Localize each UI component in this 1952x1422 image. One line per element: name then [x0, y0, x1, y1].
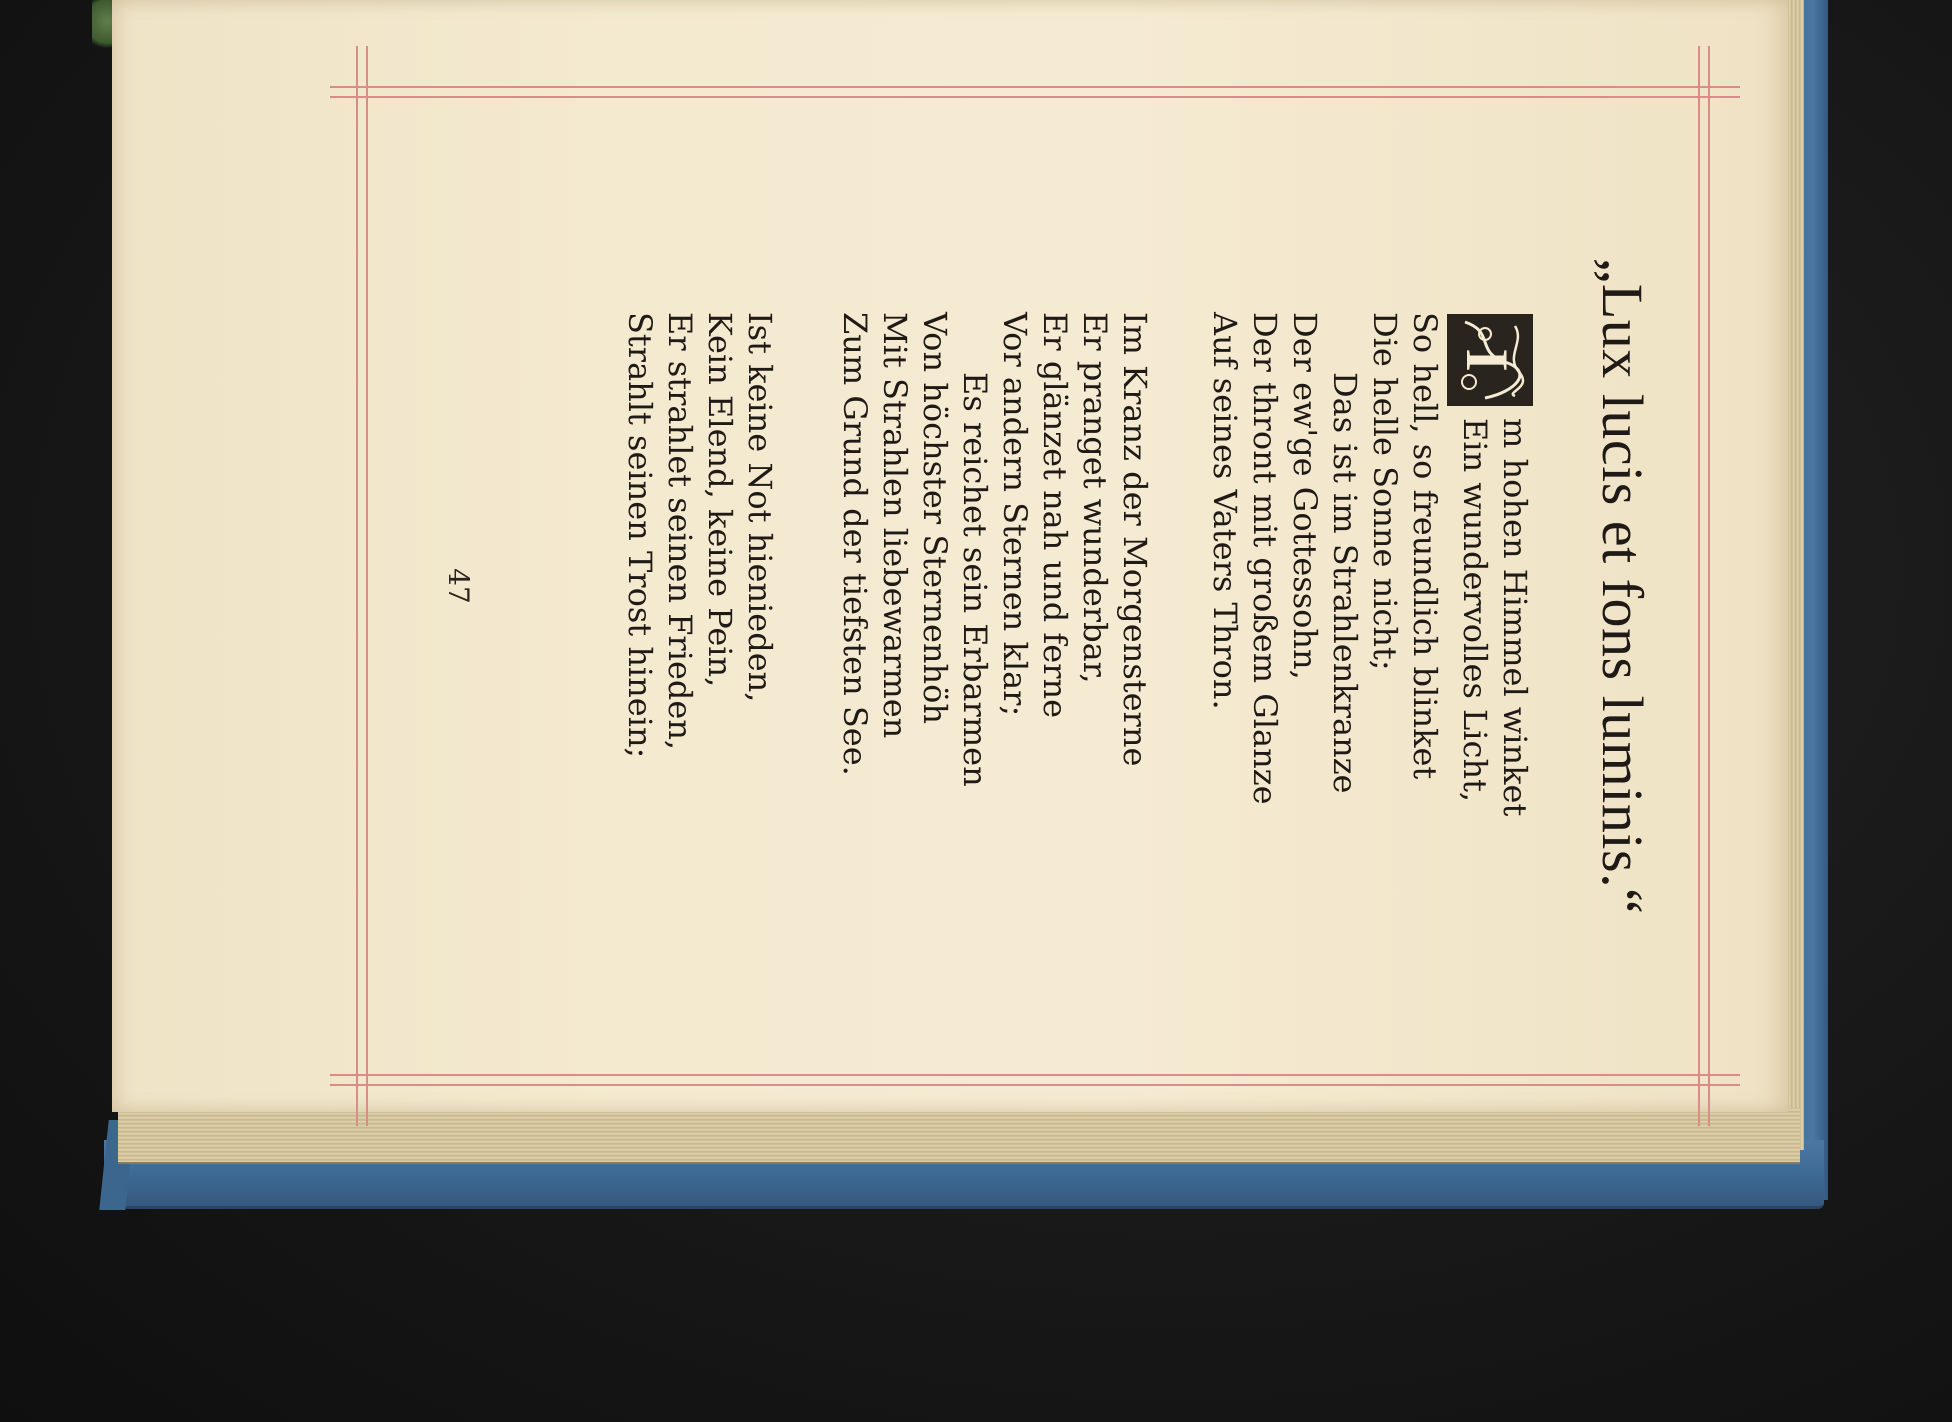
verse-line: Die helle Sonne nicht;	[1366, 312, 1404, 671]
verse-line: So hell, so freundlich blinket	[1406, 312, 1444, 780]
verse-line: Er pranget wunderbar,	[1076, 312, 1114, 684]
verse-line: Er glänzet nah und ferne	[1036, 312, 1074, 719]
page-content-rotated	[300, 86, 1710, 1086]
page-number: 47	[442, 568, 475, 604]
stanza-3	[620, 312, 780, 758]
svg-text:I: I	[1454, 348, 1520, 372]
verse-line: Kein Elend, keine Pein,	[701, 312, 739, 688]
border-rule-bottom-inner	[366, 46, 368, 1126]
border-rule-right-inner	[330, 1074, 1740, 1076]
border-rule-top-inner	[1698, 46, 1700, 1126]
poem-title: „Lux lucis et fons luminis.“	[1590, 257, 1655, 915]
verse-line: Im Kranz der Morgensterne	[1116, 312, 1154, 767]
verse-line: Ist keine Not hienieden,	[741, 312, 779, 703]
verse-line: Mit Strahlen liebewarmen	[876, 312, 914, 739]
ornamental-dropcap-icon	[1445, 312, 1535, 408]
verse-line: Der ew'ge Gottessohn,	[1286, 312, 1324, 680]
stanza-1	[1205, 312, 1535, 817]
verse-line: Vor andern Sternen klar;	[996, 312, 1034, 717]
verse-line: Es reichet sein Erbarmen	[956, 372, 994, 787]
border-rule-right-outer	[330, 1084, 1740, 1086]
page-block-edge-bottom	[118, 1108, 1800, 1164]
verse-line: Der thront mit großem Glanze	[1246, 312, 1284, 805]
border-rule-left-outer	[330, 86, 1740, 88]
verse-line: Zum Grund der tiefsten See.	[836, 312, 874, 776]
border-rule-bottom-outer	[356, 46, 358, 1126]
verse-line: Von höchster Sternenhöh	[916, 312, 954, 724]
verse-line: Das ist im Strahlenkranze	[1326, 372, 1364, 794]
verse-line: Auf seines Vaters Thron.	[1206, 312, 1244, 710]
stanza-2	[835, 312, 1155, 787]
verse-line: Er strahlet seinen Frieden,	[661, 312, 699, 751]
verse-line: Ein wundervolles Licht,	[1456, 418, 1494, 803]
verse-line: m hohen Himmel winket	[1496, 418, 1534, 817]
border-rule-top-outer	[1708, 46, 1710, 1126]
verse-line: Strahlt seinen Trost hinein;	[621, 312, 659, 759]
border-rule-left-inner	[330, 96, 1740, 98]
